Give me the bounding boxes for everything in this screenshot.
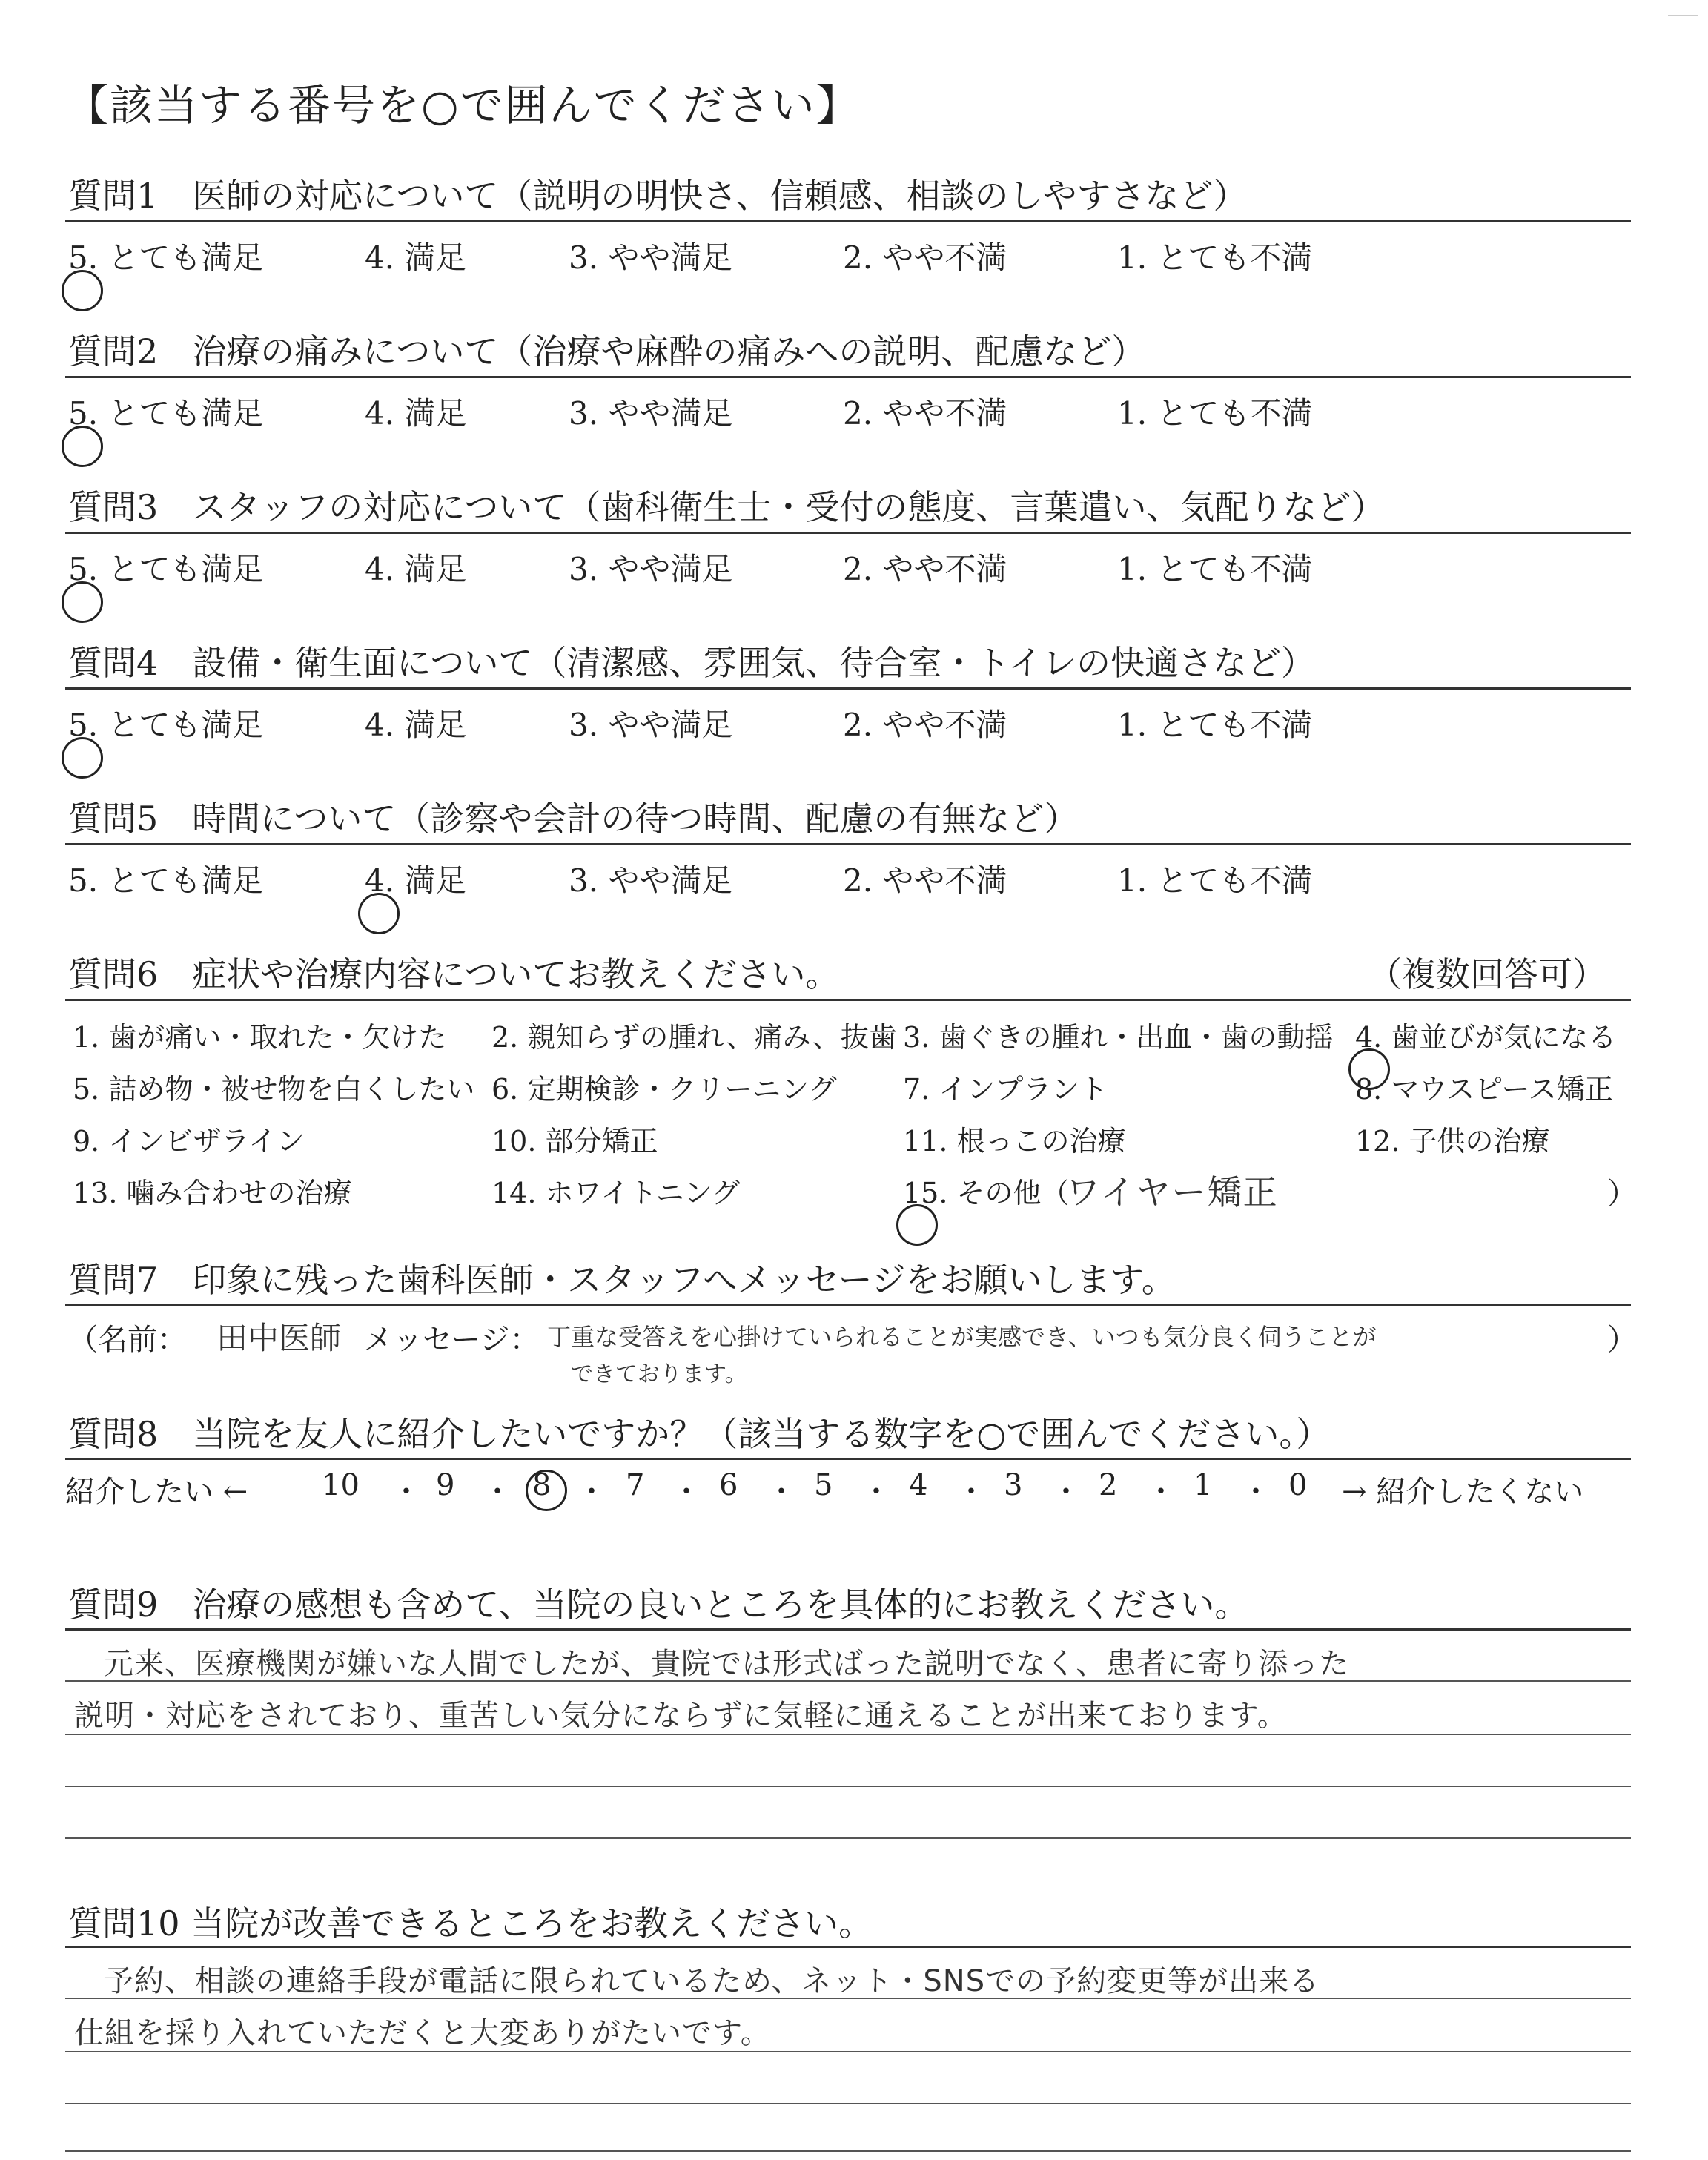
q8-dot: ・: [391, 1475, 421, 1509]
q8-dot: ・: [1051, 1475, 1081, 1509]
q8-score-4[interactable]: 4: [909, 1468, 928, 1502]
q9-answer-line2[interactable]: 説明・対応をされており、重苦しい気分にならずに気軽に通えることが出来ております。: [74, 1699, 1288, 1733]
q5-option-5[interactable]: 5. とても満足: [68, 862, 264, 899]
q6-option-14[interactable]: 14. ホワイトニング: [491, 1177, 741, 1209]
q6-option-4[interactable]: 4. 歯並びが気になる: [1355, 1021, 1617, 1054]
q7-message-label: メッセージ：: [363, 1323, 540, 1357]
q1-option-1[interactable]: 1. とても不満: [1117, 240, 1313, 276]
scan-mark: [1668, 15, 1698, 21]
q10-rule-5: [65, 2150, 1631, 2152]
q2-rule: [65, 376, 1631, 378]
q7-title: 質問7 印象に残った歯科医師・スタッフへメッセージをお願いします。: [68, 1260, 1176, 1300]
q3-option-1[interactable]: 1. とても不満: [1117, 551, 1313, 587]
q6-option-8[interactable]: 8. マウスピース矯正: [1355, 1073, 1613, 1106]
q5-option-4[interactable]: 4. 満足: [365, 862, 467, 899]
q4-options: [68, 701, 1640, 745]
q1-option-4[interactable]: 4. 満足: [365, 240, 467, 276]
q7-rule: [65, 1304, 1631, 1306]
q8-dot: ・: [767, 1475, 796, 1509]
q6-option-2[interactable]: 2. 親知らずの腫れ、痛み、抜歯: [491, 1021, 897, 1054]
q6-option-9[interactable]: 9. インビザライン: [73, 1125, 305, 1157]
q6-multiple-answers-note: （複数回答可）: [1368, 954, 1606, 994]
q6-option-11[interactable]: 11. 根っこの治療: [903, 1125, 1126, 1157]
q10-rule-1: [65, 1946, 1631, 1948]
q4-option-1[interactable]: 1. とても不満: [1117, 707, 1313, 743]
q7-message-line1[interactable]: 丁重な受答えを心掛けていられることが実感でき、いつも気分良く伺うことが: [547, 1323, 1377, 1351]
q8-left-label: 紹介したい ←: [65, 1475, 248, 1509]
q8-dot: ・: [483, 1475, 512, 1509]
q3-option-2[interactable]: 2. やや不満: [843, 551, 1007, 587]
q6-other-handwritten[interactable]: ワイヤー矯正: [1066, 1172, 1279, 1212]
form-header: 【該当する番号を○で囲んでください】: [65, 80, 861, 131]
q9-rule-4: [65, 1786, 1631, 1787]
q3-rule: [65, 532, 1631, 534]
q6-title: 質問6 症状や治療内容についてお教えください。: [68, 954, 840, 994]
q5-option-3[interactable]: 3. やや満足: [569, 862, 733, 899]
q8-dot: ・: [1146, 1475, 1176, 1509]
q5-options: [68, 856, 1640, 901]
q8-dot: ・: [1241, 1475, 1271, 1509]
q4-option-3[interactable]: 3. やや満足: [569, 707, 733, 743]
q3-options: [68, 545, 1640, 589]
q8-rule: [65, 1458, 1631, 1460]
q8-right-label: → 紹介したくない: [1342, 1475, 1584, 1509]
q6-option-1[interactable]: 1. 歯が痛い・取れた・欠けた: [73, 1021, 447, 1054]
q4-option-5[interactable]: 5. とても満足: [68, 707, 264, 743]
q7-name-label: （名前：: [68, 1323, 187, 1357]
q8-dot: ・: [956, 1475, 986, 1509]
q8-score-6[interactable]: 6: [719, 1468, 738, 1502]
q1-option-3[interactable]: 3. やや満足: [569, 240, 733, 276]
q6-option-13[interactable]: 13. 噛み合わせの治療: [73, 1177, 352, 1209]
q6-rule: [65, 999, 1631, 1001]
q8-dot: ・: [861, 1475, 891, 1509]
q7-name-handwritten[interactable]: 田中医師: [216, 1320, 342, 1356]
q9-title: 質問9 治療の感想も含めて、当院の良いところを具体的にお教えください。: [68, 1585, 1249, 1625]
q1-options: [68, 234, 1640, 278]
q1-option-2[interactable]: 2. やや不満: [843, 240, 1007, 276]
q5-option-2[interactable]: 2. やや不満: [843, 862, 1007, 899]
q9-rule-1: [65, 1628, 1631, 1631]
q8-score-1[interactable]: 1: [1194, 1468, 1213, 1502]
q6-option-5[interactable]: 5. 詰め物・被せ物を白くしたい: [73, 1073, 475, 1106]
q10-answer-line1[interactable]: 予約、相談の連絡手段が電話に限られているため、ネット・SNSでの予約変更等が出来る: [104, 1964, 1320, 1998]
q3-option-3[interactable]: 3. やや満足: [569, 551, 733, 587]
q8-score-7[interactable]: 7: [626, 1468, 645, 1502]
q4-title: 質問4 設備・衛生面について（清潔感、雰囲気、待合室・トイレの快適さなど）: [68, 643, 1316, 683]
q2-title: 質問2 治療の痛みについて（治療や麻酔の痛みへの説明、配慮など）: [68, 331, 1146, 371]
q4-option-4[interactable]: 4. 満足: [365, 707, 467, 743]
q8-score-0[interactable]: 0: [1288, 1468, 1308, 1502]
q8-score-2[interactable]: 2: [1099, 1468, 1118, 1502]
q6-option-10[interactable]: 10. 部分矯正: [491, 1125, 658, 1157]
q9-rule-3: [65, 1734, 1631, 1735]
q5-title: 質問5 時間について（診察や会計の待つ時間、配慮の有無など）: [68, 799, 1079, 839]
q10-rule-2: [65, 1998, 1631, 1999]
q6-option-15[interactable]: 15. その他（: [903, 1177, 1070, 1209]
q2-options: [68, 389, 1640, 434]
q2-option-3[interactable]: 3. やや満足: [569, 395, 733, 432]
q9-rule-2: [65, 1680, 1631, 1682]
q8-dot: ・: [672, 1475, 701, 1509]
q1-title: 質問1 医師の対応について（説明の明快さ、信頼感、相談のしやすさなど）: [68, 176, 1248, 216]
q4-rule: [65, 687, 1631, 690]
q7-message-line2[interactable]: できております。: [571, 1361, 747, 1387]
q6-option-12[interactable]: 12. 子供の治療: [1355, 1125, 1550, 1157]
q10-rule-4: [65, 2103, 1631, 2104]
q3-option-4[interactable]: 4. 満足: [365, 551, 467, 587]
q6-other-close-paren: ）: [1607, 1177, 1637, 1211]
q10-title: 質問10 当院が改善できるところをお教えください。: [68, 1903, 873, 1943]
q8-title: 質問8 当院を友人に紹介したいですか？（該当する数字を○で囲んでください。）: [68, 1414, 1331, 1454]
q4-option-2[interactable]: 2. やや不満: [843, 707, 1007, 743]
q9-answer-line1[interactable]: 元来、医療機関が嫌いな人間でしたが、貴院では形式ばった説明でなく、患者に寄り添った: [104, 1647, 1350, 1681]
q10-rule-3: [65, 2051, 1631, 2052]
q7-close-paren: ）: [1607, 1323, 1637, 1357]
q8-score-9[interactable]: 9: [436, 1468, 455, 1502]
q6-option-7[interactable]: 7. インプラント: [903, 1073, 1108, 1106]
q2-option-2[interactable]: 2. やや不満: [843, 395, 1007, 432]
q2-option-5[interactable]: 5. とても満足: [68, 395, 264, 432]
q6-option-6[interactable]: 6. 定期検診・クリーニング: [491, 1073, 837, 1106]
q2-option-4[interactable]: 4. 満足: [365, 395, 467, 432]
q8-scale: 紹介したい ← 10 ・ 9 ・ 8 ・ 7 ・ 6 ・ 5 ・ 4 ・ 3 ・ 2 ・ 1 ・ 0 → 紹介したくない: [65, 1468, 1584, 1509]
q8-score-10[interactable]: 10: [322, 1468, 360, 1502]
q8-dot: ・: [577, 1475, 606, 1509]
q1-option-5[interactable]: 5. とても満足: [68, 240, 264, 276]
q3-option-5[interactable]: 5. とても満足: [68, 551, 264, 587]
q6-option-3[interactable]: 3. 歯ぐきの腫れ・出血・歯の動揺: [903, 1021, 1334, 1054]
q5-rule: [65, 843, 1631, 845]
q2-option-1[interactable]: 1. とても不満: [1117, 395, 1313, 432]
q9-rule-5: [65, 1837, 1631, 1839]
q10-answer-line2[interactable]: 仕組を採り入れていただくと大変ありがたいです。: [74, 2016, 771, 2050]
q5-option-1[interactable]: 1. とても不満: [1117, 862, 1313, 899]
q8-score-3[interactable]: 3: [1004, 1468, 1023, 1502]
q3-title: 質問3 スタッフの対応について（歯科衛生士・受付の態度、言葉遣い、気配りなど）: [68, 487, 1386, 527]
q1-rule: [65, 220, 1631, 222]
q8-score-5[interactable]: 5: [814, 1468, 833, 1502]
